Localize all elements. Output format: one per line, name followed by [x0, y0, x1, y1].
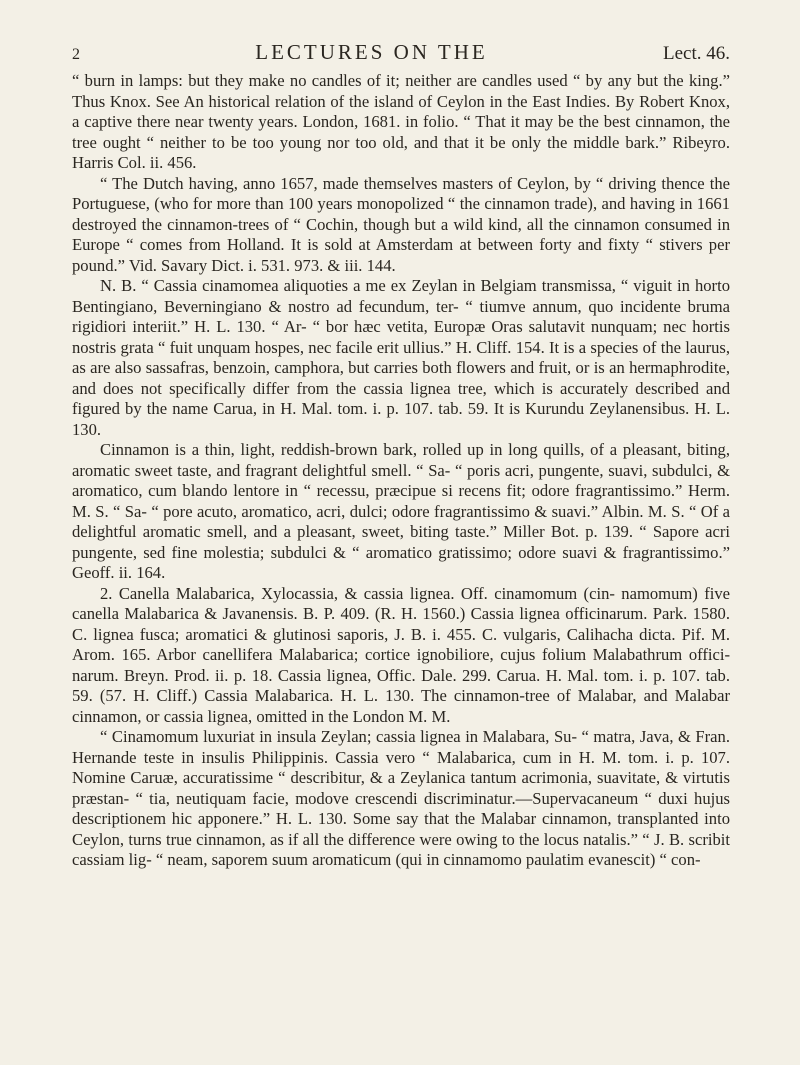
page-number: 2	[72, 46, 80, 63]
paragraph: “ burn in lamps: but they make no candles of it; neither are candles used “ by any but the king.” Thus Knox. See An historical relation of the island of Ceylon in the East Indies. By Robert Knox, a captive there near twenty years. London, 1681. in folio. “ That it may be the best cinnamon, the tree ought “ neither to be too young nor too old, and that it be only the middle bark.” Ribeyro. Harris Col. ii. 456.	[72, 71, 730, 172]
paragraph: Cinnamon is a thin, light, reddish-brown bark, rolled up in long quills, of a pleasant, biting, aromatic sweet taste, and fragrant delightful smell. “ Sa- “ poris acri, pungente, suavi, subdulci, & aromatico, cum blando lentore in “ recessu, præcipue si recens fit; odore fragrantissimo.” Herm. M. S. “ Sa- “ pore acuto, aromatico, acri, dulci; odore fragrantissimo & suavi.” Albin. M. S. “ Of a delightful aromatic smell, and a pleasant, sweet, biting taste.” Miller Bot. p. 139. “ Sapore acri pungente, sed fine molestia; subdulci & “ aromatico gratissimo; odore suavi & fragrantissimo.” Geoff. ii. 164.	[72, 440, 730, 582]
body-text	[72, 71, 730, 871]
running-head	[72, 40, 730, 65]
paragraph: “ The Dutch having, anno 1657, made themselves masters of Ceylon, by “ driving thence the Portuguese, (who for more than 100 years monopolized “ the cinnamon trade), and having in 1661 destroyed the cinnamon-trees of “ Cochin, though but a wild kind, all the cinnamon consumed in Europe “ comes from Holland. It is sold at Amsterdam at between forty and fixty “ stivers per pound.” Vid. Savary Dict. i. 531. 973. & iii. 144.	[72, 173, 730, 275]
running-title: LECTURES ON THE	[255, 40, 488, 64]
paragraph: “ Cinamomum luxuriat in insula Zeylan; cassia lignea in Malabara, Su- “ matra, Java, & Fran. Hernande teste in insulis Philippinis. Cassia vero “ Malabarica, cum in H. M. tom. i. p. 107. Nomine Caruæ, accuratissime “ describitur, & a Zeylanica tantum acrimonia, suavitate, & virtutis præstan- “ tia, neutiquam facie, modove crescendi discriminatur.—Supervacaneum “ duxi hujus descriptionem hic apponere.” H. L. 130. Some say that the Malabar cinnamon, transplanted into Ceylon, turns true cinnamon, as if all the difference were owing to the locus natalis.” “ J. B. scribit cassiam lig- “ neam, saporem suum aromaticum (qui in cinnamomo paulatim evanescit) “ con-	[72, 727, 730, 869]
paragraph: 2. Canella Malabarica, Xylocassia, & cassia lignea. Off. cinamomum (cin- namomum) five canella Malabarica & Javanensis. B. P. 409. (R. H. 1560.) Cassia lignea officinarum. Park. 1580. C. lignea fusca; aromatici & glutinosi saporis, J. B. i. 455. C. vulgaris, Calihacha dicta. Pif. M. Arom. 165. Arbor canellifera Malabarica; cortice ignobiliore, cujus folium Malabathrum offici- narum. Breyn. Prod. ii. p. 18. Cassia lignea, Offic. Dale. 299. Carua. H. Mal. tom. i. p. 107. tab. 59. (57. H. Cliff.) Cassia Malabarica. H. L. 130. The cinnamon-tree of Malabar, and Malabar cinnamon, or cassia lignea, omitted in the London M. M.	[72, 583, 730, 726]
paragraph: N. B. “ Cassia cinamomea aliquoties a me ex Zeylan in Belgiam transmissa, “ viguit in horto Bentingiano, Beverningiano & nostro ad fecundum, ter- “ tiumve annum, quo incidente bruma rigidiori interiit.” H. L. 130. “ Ar- “ bor hæc vetita, Europæ Oras salutavit nunquam; nec hortis nostris grata “ fuit unquam hospes, nec facile erit ullius.” H. Cliff. 154. It is a species of the laurus, as are also sassafras, benzoin, camphora, but carries both flowers and fruit, or is an hermaphrodite, and does not specifically differ from the cassia lignea tree, which is accurately described and figured by the name Carua, in H. Mal. tom. i. p. 107. tab. 59. It is Kurundu Zeylanensibus. H. L. 130.	[72, 276, 730, 439]
lecture-label: Lect. 46.	[662, 43, 730, 64]
